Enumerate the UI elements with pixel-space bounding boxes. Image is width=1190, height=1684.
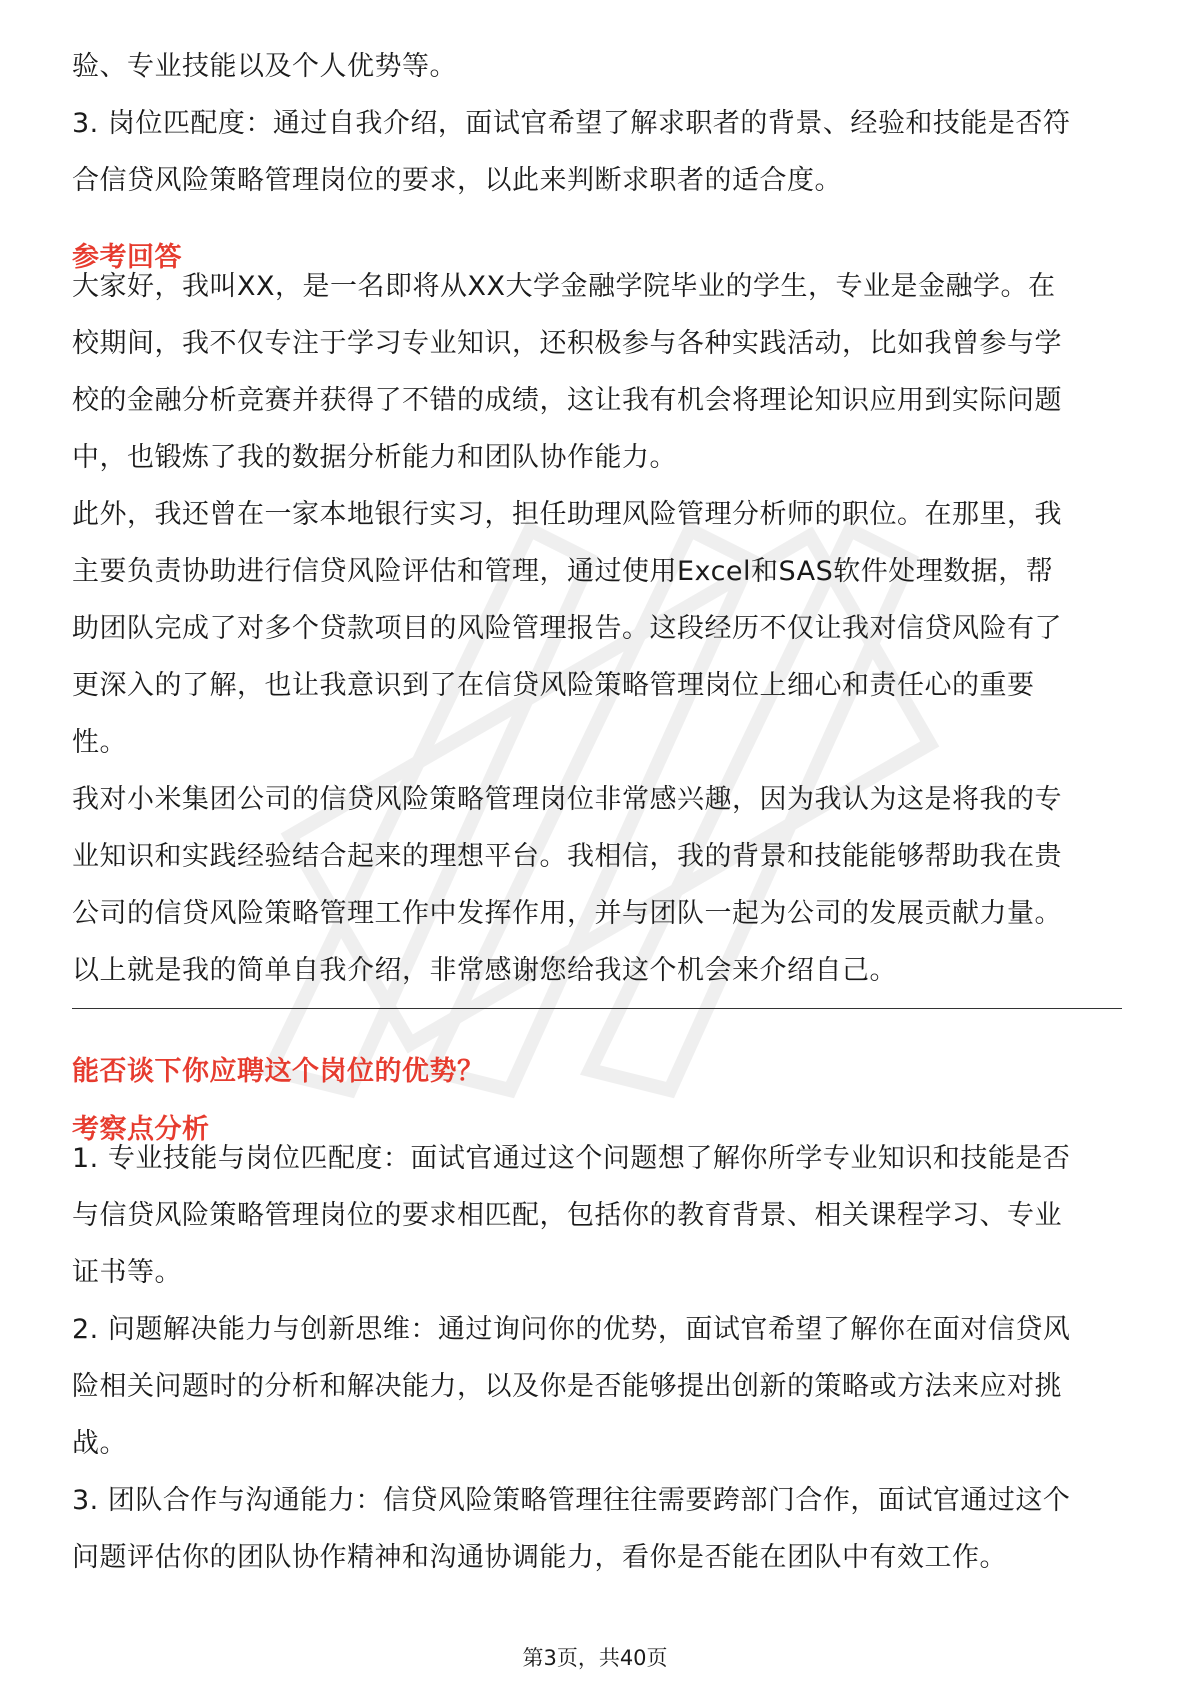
text-line: 以上就是我的简单自我介绍，非常感谢您给我这个机会来介绍自己。 <box>72 955 897 986</box>
text-line: 公司的信贷风险策略管理工作中发挥作用，并与团队一起为公司的发展贡献力量。 <box>72 898 1062 929</box>
text-line: 主要负责协助进行信贷风险评估和管理，通过使用Excel和SAS软件处理数据，帮 <box>72 556 1054 587</box>
question-heading-block <box>72 1052 1122 1092</box>
text-line: 合信贷风险策略管理岗位的要求，以此来判断求职者的适合度。 <box>72 165 842 196</box>
section-heading-analysis: 考察点分析 <box>72 1114 210 1145</box>
text-line: 大家好，我叫XX，是一名即将从XX大学金融学院毕业的学生，专业是金融学。在 <box>72 271 1056 302</box>
text-line: 战。 <box>72 1428 127 1459</box>
text-line: 助团队完成了对多个贷款项目的风险管理报告。这段经历不仅让我对信贷风险有了 <box>72 613 1062 644</box>
text-line: 证书等。 <box>72 1257 182 1288</box>
text-line: 校的金融分析竞赛并获得了不错的成绩，这让我有机会将理论知识应用到实际问题 <box>72 385 1062 416</box>
section-divider <box>72 1008 1122 1009</box>
text-line: 与信贷风险策略管理岗位的要求相匹配，包括你的教育背景、相关课程学习、专业 <box>72 1200 1062 1231</box>
text-line: 1. 专业技能与岗位匹配度：面试官通过这个问题想了解你所学专业知识和技能是否 <box>72 1143 1071 1174</box>
text-line: 业知识和实践经验结合起来的理想平台。我相信，我的背景和技能能够帮助我在贵 <box>72 841 1062 872</box>
text-line: 校期间，我不仅专注于学习专业知识，还积极参与各种实践活动，比如我曾参与学 <box>72 328 1062 359</box>
text-line: 此外，我还曾在一家本地银行实习，担任助理风险管理分析师的职位。在那里，我 <box>72 499 1062 530</box>
text-line: 3. 岗位匹配度：通过自我介绍，面试官希望了解求职者的背景、经验和技能是否符 <box>72 108 1071 139</box>
analysis-body <box>72 1130 1122 1586</box>
answer-body <box>72 258 1122 999</box>
question-title: 能否谈下你应聘这个岗位的优势？ <box>72 1056 485 1087</box>
text-line: 验、专业技能以及个人优势等。 <box>72 51 457 82</box>
text-line: 2. 问题解决能力与创新思维：通过询问你的优势，面试官希望了解你在面对信贷风 <box>72 1314 1071 1345</box>
text-line: 问题评估你的团队协作精神和沟通协调能力，看你是否能在团队中有效工作。 <box>72 1542 1007 1573</box>
page-number: 第3页，共40页 <box>522 1646 668 1670</box>
text-line: 性。 <box>72 727 127 758</box>
text-line: 险相关问题时的分析和解决能力，以及你是否能够提出创新的策略或方法来应对挑 <box>72 1371 1062 1402</box>
text-line: 中，也锻炼了我的数据分析能力和团队协作能力。 <box>72 442 677 473</box>
text-line: 3. 团队合作与沟通能力：信贷风险策略管理往往需要跨部门合作，面试官通过这个 <box>72 1485 1071 1516</box>
continued-analysis <box>72 38 1122 209</box>
text-line: 更深入的了解，也让我意识到了在信贷风险策略管理岗位上细心和责任心的重要 <box>72 670 1035 701</box>
section-heading-answer: 参考回答 <box>72 242 182 273</box>
text-line: 我对小米集团公司的信贷风险策略管理岗位非常感兴趣，因为我认为这是将我的专 <box>72 784 1062 815</box>
